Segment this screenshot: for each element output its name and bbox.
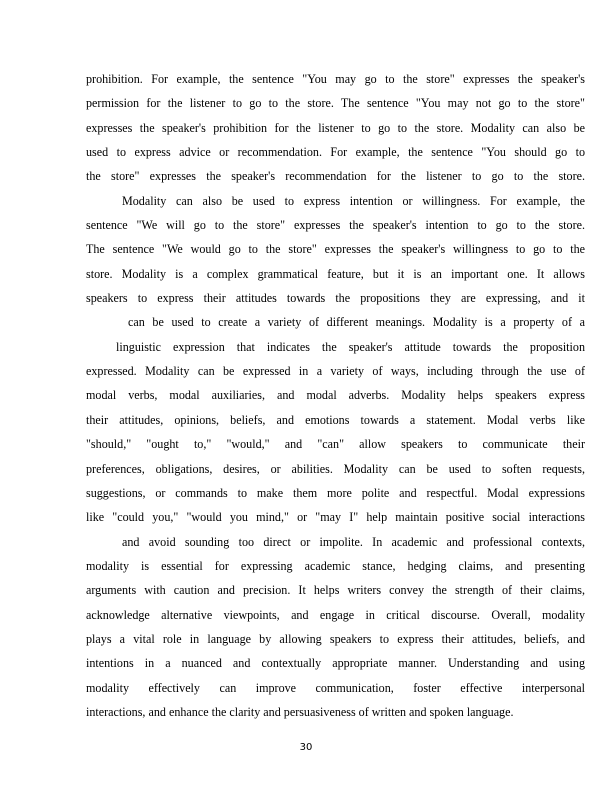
text-line: can be used to create a variety of different meanings. Modality is a property of a: [128, 315, 585, 330]
text-line: arguments with caution and precision. It helps writers convey the strength of their claims,: [86, 583, 585, 598]
text-line: their attitudes, opinions, beliefs, and emotions towards a statement. Modal verbs like: [86, 412, 585, 427]
text-line: modality is essential for expressing academic stance, hedging claims, and presenting: [86, 558, 585, 573]
text-line: plays a vital role in language by allowing speakers to express their attitudes, beliefs, and: [86, 631, 585, 646]
text-line: speakers to express their attitudes towards the propositions they are expressing, and it: [86, 291, 585, 306]
text-line: interactions, and enhance the clarity and persuasiveness of written and spoken language.: [86, 704, 514, 719]
text-line: linguistic expression that indicates the speaker's attitude towards the proposition: [116, 339, 585, 354]
text-line: expresses the speaker's prohibition for the listener to go to the store. Modality can also be: [86, 120, 585, 135]
text-line: used to express advice or recommendation. For example, the sentence "You should go to: [86, 145, 585, 160]
text-line: sentence "We will go to the store" expresses the speaker's intention to go to the store.: [86, 218, 585, 233]
text-line: Modality can also be used to express intention or willingness. For example, the: [122, 193, 585, 208]
page-number: 30: [299, 742, 313, 753]
text-line: suggestions, or commands to make them more polite and respectful. Modal expressions: [86, 485, 585, 500]
text-line: store. Modality is a complex grammatical feature, but it is an important one. It allows: [86, 266, 585, 281]
text-line: "should," "ought to," "would," and "can" allow speakers to communicate their: [86, 437, 585, 452]
text-line: like "could you," "would you mind," or "may I" help maintain positive social interactions: [86, 510, 585, 525]
text-line: modal verbs, modal auxiliaries, and modal adverbs. Modality helps speakers express: [86, 388, 585, 403]
text-line: preferences, obligations, desires, or abilities. Modality can be used to soften requests,: [86, 461, 585, 476]
text-line: modality effectively can improve communication, foster effective interpersonal: [86, 680, 585, 695]
text-line: permission for the listener to go to the store. The sentence "You may not go to the store": [86, 96, 585, 111]
text-line: intentions in a nuanced and contextually appropriate manner. Understanding and using: [86, 656, 585, 671]
text-line: and avoid sounding too direct or impolite. In academic and professional contexts,: [122, 534, 585, 549]
body-text: [86, 67, 585, 724]
text-line: prohibition. For example, the sentence "You may go to the store" expresses the speaker's: [86, 72, 585, 86]
text-line: acknowledge alternative viewpoints, and engage in critical discourse. Overall, modality: [86, 607, 585, 622]
text-line: The sentence "We would go to the store" expresses the speaker's willingness to go to the: [86, 242, 585, 257]
text-line: the store" expresses the speaker's recommendation for the listener to go to the store.: [86, 169, 585, 184]
text-line: expressed. Modality can be expressed in a variety of ways, including through the use of: [86, 364, 585, 379]
